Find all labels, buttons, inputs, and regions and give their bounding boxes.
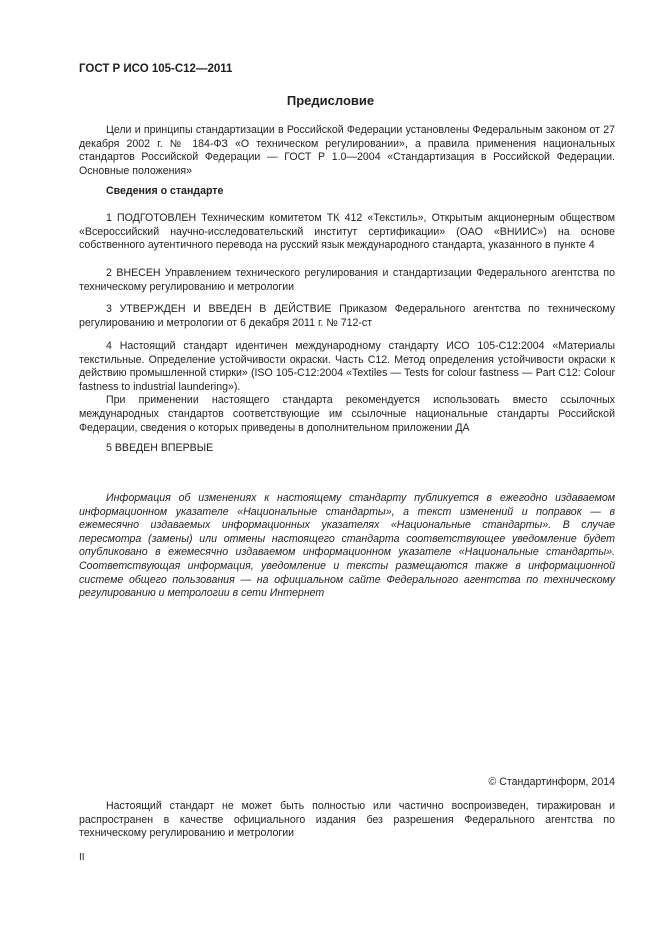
reproduction-paragraph: Настоящий стандарт не может быть полностью или частично воспроизведен, тиражирован и распространен в качестве официального издания без разрешения Федерального агентства по техническому регулированию и метрологии (79, 800, 615, 840)
reproduction-block (79, 800, 615, 841)
section-heading: Сведения о стандарте (106, 185, 224, 197)
list-item: 4 Настоящий стандарт идентичен международному стандарту ИСО 105-С12:2004 «Материалы текстильные. Определение устойчивости окраски. Часть С12. Метод определения устойчивости окраски к действию промышленной стирки» (ISO 105-С12:2004 «Textiles — Tests for colour fastness — Part C12: Colour fastness to industrial laundering»). (79, 340, 615, 393)
item-3-block (79, 303, 615, 330)
page-number: II (79, 852, 85, 863)
intro-block (79, 124, 615, 178)
item-2-block (79, 267, 615, 294)
list-item: При применении настоящего стандарта рекомендуется использовать вместо ссылочных международных стандартов соответствующие им ссылочные национальные стандарты Российской Федерации, сведения о которых приведены в дополнительном приложении ДА (79, 394, 615, 434)
standard-code: ГОСТ Р ИСО 105-С12—2011 (79, 63, 233, 75)
about-heading-block (79, 185, 615, 199)
item-4-block (79, 340, 615, 435)
item-5-block (79, 442, 615, 456)
intro-paragraph: Цели и принципы стандартизации в Российской Федерации установлены Федеральным законом от 27 декабря 2002 г. № 184-ФЗ «О техническом регулировании», а правила применения национальных стандартов Российской Федерации — ГОСТ Р 1.0—2004 «Стандартизация в Российской Федерации. Основные положения» (79, 124, 615, 177)
list-item: 5 ВВЕДЕН ВПЕРВЫЕ (106, 442, 214, 454)
notice-paragraph: Информация об изменениях к настоящему стандарту публикуется в ежегодно издаваемом информационном указателе «Национальные стандарты», а текст изменений и поправок — в ежемесячно издаваемых информационных указателях «Национальные стандарты». В случае пересмотра (замены) или отмены настоящего стандарта соответствующее уведомление будет опубликовано в ежемесячно издаваемом информационном указателе «Национальные стандарты». Соответствующая информация, уведомление и тексты размещаются также в информационной системе общего пользования — на официальном сайте Федерального агентства по техническому регулированию и метрологии в сети Интернет (79, 492, 615, 600)
copyright: © Стандартинформ, 2014 (488, 776, 615, 788)
page-title: Предисловие (286, 93, 375, 108)
list-item: 1 ПОДГОТОВЛЕН Техническим комитетом ТК 412 «Текстиль», Открытым акционерным обществом «Всероссийский научно-исследовательский институт сертификации» (ОАО «ВНИИС») на основе собственного аутентичного перевода на русский язык международного стандарта, указанного в пункте 4 (79, 212, 615, 252)
item-1-block (79, 212, 615, 253)
list-item: 2 ВНЕСЕН Управлением технического регулирования и стандартизации Федерального агентства по техническому регулированию и метрологии (79, 267, 615, 293)
notice-block (79, 492, 615, 601)
list-item: 3 УТВЕРЖДЕН И ВВЕДЕН В ДЕЙСТВИЕ Приказом Федерального агентства по техническому регулированию и метрологии от 6 декабря 2011 г. № 712-ст (79, 303, 615, 329)
